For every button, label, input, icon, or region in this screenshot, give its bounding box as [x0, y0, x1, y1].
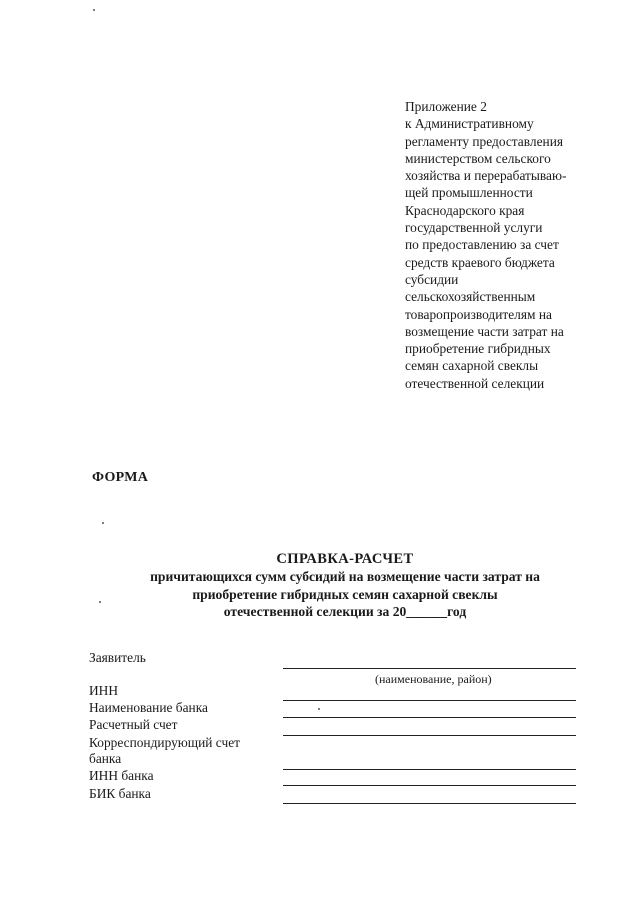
account-label: Расчетный счет: [89, 717, 178, 732]
appendix-line: сельскохозяйственным: [405, 289, 536, 305]
appendix-line: возмещение части затрат на: [405, 323, 564, 339]
appendix-line: приобретение гибридных: [405, 341, 551, 357]
title-line: приобретение гибридных семян сахарной свеклы: [192, 586, 498, 602]
scan-speck: [102, 522, 104, 524]
bik-label: БИК банка: [89, 786, 151, 801]
appendix-line: регламенту предоставления: [405, 133, 564, 149]
applicant-label: Заявитель: [89, 650, 146, 665]
appendix-line: субсидии: [405, 271, 459, 287]
applicant-field[interactable]: [283, 668, 576, 669]
appendix-line: Приложение 2: [405, 99, 487, 114]
appendix-line: хозяйства и перерабатываю-: [405, 168, 567, 184]
appendix-line: товаропроизводителям на: [405, 306, 552, 322]
appendix-line: по предоставлению за счет: [405, 237, 559, 253]
form-label: ФОРМА: [92, 470, 149, 485]
appendix-note: [405, 98, 605, 392]
appendix-line: государственной услуги: [405, 220, 543, 236]
bank-inn-label: ИНН банка: [89, 768, 154, 783]
document-title: [110, 551, 580, 621]
appendix-line: щей промышленности: [405, 185, 533, 201]
inn-label: ИНН: [89, 683, 119, 698]
appendix-line: отечественной селекции: [405, 375, 545, 391]
account-field[interactable]: [283, 735, 576, 736]
appendix-line: семян сахарной свеклы: [405, 358, 539, 374]
title-main: СПРАВКА-РАСЧЕТ: [276, 551, 414, 567]
corr-account-label-cont: банка: [89, 751, 122, 766]
scan-speck: [318, 708, 320, 710]
appendix-line: к Административному: [405, 116, 534, 132]
appendix-line: средств краевого бюджета: [405, 254, 555, 270]
appendix-line: министерством сельского: [405, 150, 551, 166]
inn-field[interactable]: [283, 700, 576, 701]
appendix-line: Краснодарского края: [405, 202, 525, 218]
scan-speck: [99, 601, 101, 603]
applicant-hint: (наименование, район): [375, 672, 492, 686]
title-line: причитающихся сумм субсидий на возмещение части затрат на: [150, 569, 540, 584]
bank-inn-field[interactable]: [283, 785, 576, 786]
bik-field[interactable]: [283, 803, 576, 804]
bank-name-field[interactable]: [283, 717, 576, 718]
title-line: отечественной селекции за 20______год: [223, 604, 467, 619]
bank-name-label: Наименование банка: [89, 700, 208, 715]
corr-account-field[interactable]: [283, 769, 576, 770]
corr-account-label: Корреспондирующий счет: [89, 735, 240, 750]
scan-speck: [93, 9, 95, 11]
